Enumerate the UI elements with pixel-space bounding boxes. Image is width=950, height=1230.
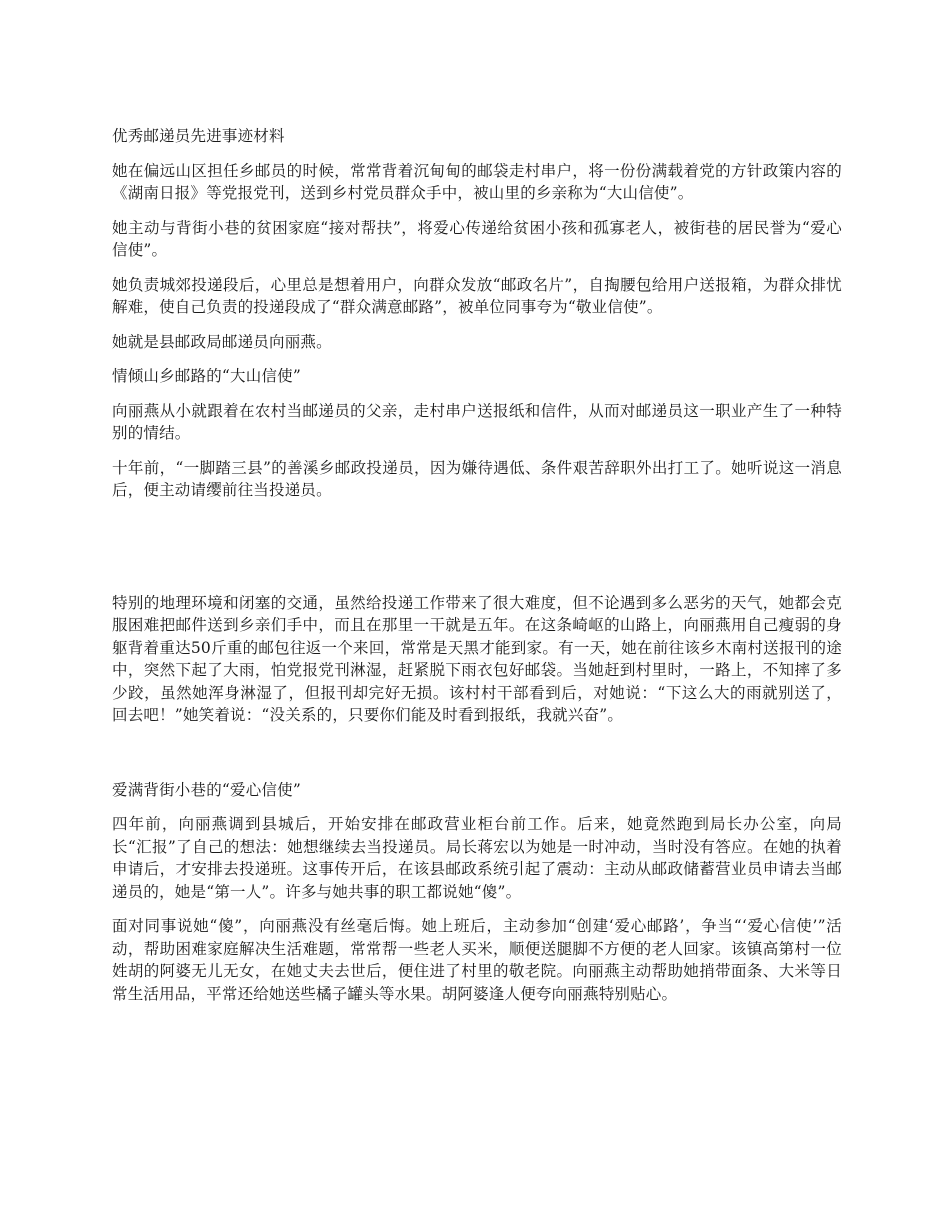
section-heading-mountain-messenger: 情倾山乡邮路的“大山信使” — [112, 367, 301, 385]
blank-space — [112, 514, 842, 592]
section-heading-love-messenger: 爱满背街小巷的“爱心信使” — [112, 780, 301, 799]
paragraph-8: 四年前，向丽燕调到县城后，开始安排在邮政营业柜台前工作。后来，她竟然跑到局长办公室，向局长“汇报”了自己的想法：她想继续去当投递员。局长蒋宏以为她是一时冲动，当时没有答应。在她的执着申请后，才安排去投递班。这事传开后，在该县邮政系统引起了震动：主动从邮政储蓄营业员申请去当邮递员的，她是“第一人”。许多与她共事的职工都说她“傻”。 — [112, 815, 842, 901]
document-body — [112, 125, 842, 1017]
paragraph-6: 十年前，“一脚踏三县”的善溪乡邮政投递员，因为嫌待遇低、条件艰苦辞职外出打工了。她听说这一消息后，便主动请缨前往当投递员。 — [112, 458, 842, 499]
paragraph-9: 面对同事说她“傻”，向丽燕没有丝毫后悔。她上班后，主动参加“创建‘爱心邮路’，争当“‘爱心信使’”活动，帮助困难家庭解决生活难题，常常帮一些老人买米，顺便送腿脚不方便的老人回家。该镇高第村一位姓胡的阿婆无儿无女，在她丈夫去世后，便住进了村里的敬老院。向丽燕主动帮助她捎带面条、大米等日常生活用品，平常还给她送些橘子罐头等水果。胡阿婆逢人便夸向丽燕特别贴心。 — [112, 917, 842, 1003]
paragraph-1: 她在偏远山区担任乡邮员的时候，常常背着沉甸甸的邮袋走村串户，将一份份满载着党的方针政策内容的《湖南日报》等党报党刊，送到乡村党员群众手中，被山里的乡亲称为“大山信使”。 — [112, 161, 842, 202]
document-title: 优秀邮递员先进事迹材料 — [112, 127, 285, 145]
blank-space — [112, 739, 842, 779]
paragraph-3: 她负责城郊投递段后，心里总是想着用户，向群众发放“邮政名片”，自掏腰包给用户送报箱，为群众排忧解难，使自己负责的投递段成了“群众满意邮路”，被单位同事夸为“敬业信使”。 — [112, 275, 842, 316]
paragraph-5: 向丽燕从小就跟着在农村当邮递员的父亲，走村串户送报纸和信件，从而对邮递员这一职业产生了一种特别的情结。 — [112, 401, 842, 442]
paragraph-7: 特别的地理环境和闭塞的交通，虽然给投递工作带来了很大难度，但不论遇到多么恶劣的天气，她都会克服困难把邮件送到乡亲们手中，而且在那里一干就是五年。在这条崎岖的山路上，向丽燕用自己瘦弱的身躯背着重达50斤重的邮包往返一个来回，常常是天黑才能到家。有一天，她在前往该乡木南村送报刊的途中，突然下起了大雨，怕党报党刊淋湿，赶紧脱下雨衣包好邮袋。当她赶到村里时，一路上，不知摔了多少跤，虽然她浑身淋湿了，但报刊却完好无损。该村村干部看到后，对她说：“下这么大的雨就别送了，回去吧！”她笑着说：“没关系的，只要你们能及时看到报纸，我就兴奋”。 — [112, 593, 842, 724]
paragraph-2: 她主动与背街小巷的贫困家庭“接对帮扶”，将爱心传递给贫困小孩和孤寡老人，被街巷的居民誉为“爱心信使”。 — [112, 218, 842, 259]
paragraph-4: 她就是县邮政局邮递员向丽燕。 — [112, 332, 332, 351]
